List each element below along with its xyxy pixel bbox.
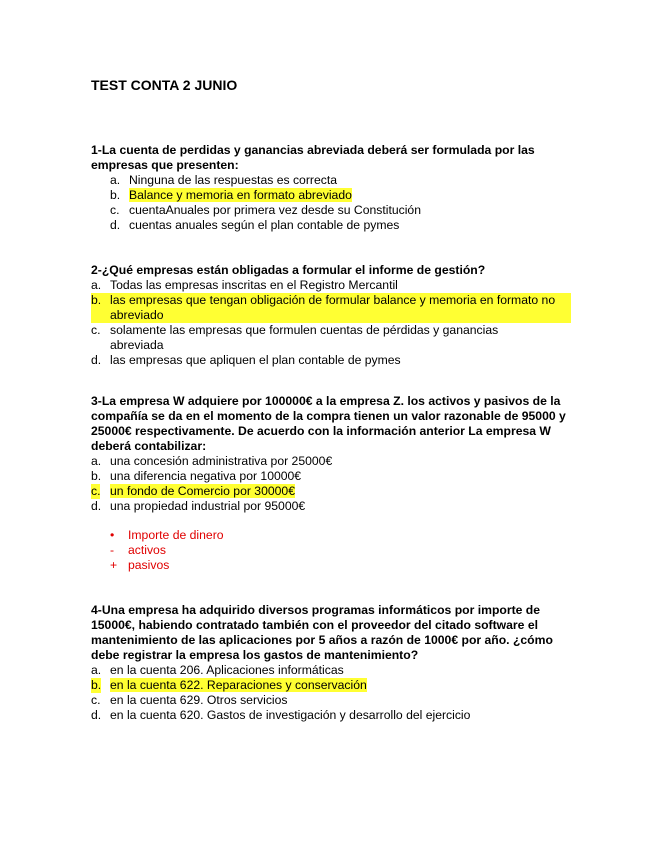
option-a: a. Todas las empresas inscritas en el Registro Mercantil [91, 278, 398, 292]
option-a: a. en la cuenta 206. Aplicaciones informáticas [91, 663, 344, 677]
question-text: 4-Una empresa ha adquirido diversos programas informáticos por importe de 15000€, habiendo contratado también con el proveedor del citado software el mantenimiento de las aplicaciones por 5 años a razón de 1000€ por año. ¿cómo debe registrar la empresa los gastos de mantenimiento? [91, 603, 553, 662]
option-list [91, 173, 571, 233]
option-list [91, 278, 571, 368]
question-3 [91, 394, 571, 514]
option-b: b. Balance y memoria en formato abreviado [110, 188, 352, 202]
question-1 [91, 143, 571, 233]
option-d: d. cuentas anuales según el plan contable de pymes [110, 218, 400, 232]
option-list [91, 663, 571, 723]
notes-list [110, 528, 224, 573]
option-list [91, 454, 571, 514]
option-a: a. Ninguna de las respuestas es correcta [110, 173, 337, 187]
option-d: d. una propiedad industrial por 95000€ [91, 499, 306, 513]
question-text: 1-La cuenta de perdidas y ganancias abreviada deberá ser formulada por las empresas que presenten: [91, 143, 535, 172]
option-c: c. cuentaAnuales por primera vez desde su Constitución [110, 203, 421, 217]
note-item: • Importe de dinero [110, 528, 224, 542]
option-d: d. las empresas que apliquen el plan contable de pymes [91, 353, 401, 367]
option-d: d. en la cuenta 620. Gastos de investigación y desarrollo del ejercicio [91, 708, 471, 722]
note-item: + pasivos [110, 558, 170, 572]
question-2 [91, 263, 571, 368]
document-title: TEST CONTA 2 JUNIO [91, 77, 238, 93]
question-4 [91, 603, 571, 723]
note-item: - activos [110, 543, 166, 557]
question-text: 2-¿Qué empresas están obligadas a formular el informe de gestión? [91, 263, 486, 277]
option-c: c. un fondo de Comercio por 30000€ [91, 484, 295, 498]
option-a: a. una concesión administrativa por 25000€ [91, 454, 333, 468]
option-b: b. una diferencia negativa por 10000€ [91, 469, 302, 483]
option-b: b. las empresas que tengan obligación de formular balance y memoria en formato no abreviado [91, 293, 571, 323]
option-c: c. solamente las empresas que formulen cuentas de pérdidas y ganancias abreviada [91, 323, 499, 352]
option-c: c. en la cuenta 629. Otros servicios [91, 693, 288, 707]
question-text: 3-La empresa W adquiere por 100000€ a la empresa Z. los activos y pasivos de la compañía se da en el momento de la compra tienen un valor razonable de 95000 y 25000€ respectivamente. De acuerdo con la información anterior La empresa W deberá contabilizar: [91, 394, 566, 453]
option-b: b. en la cuenta 622. Reparaciones y conservación [91, 678, 367, 692]
